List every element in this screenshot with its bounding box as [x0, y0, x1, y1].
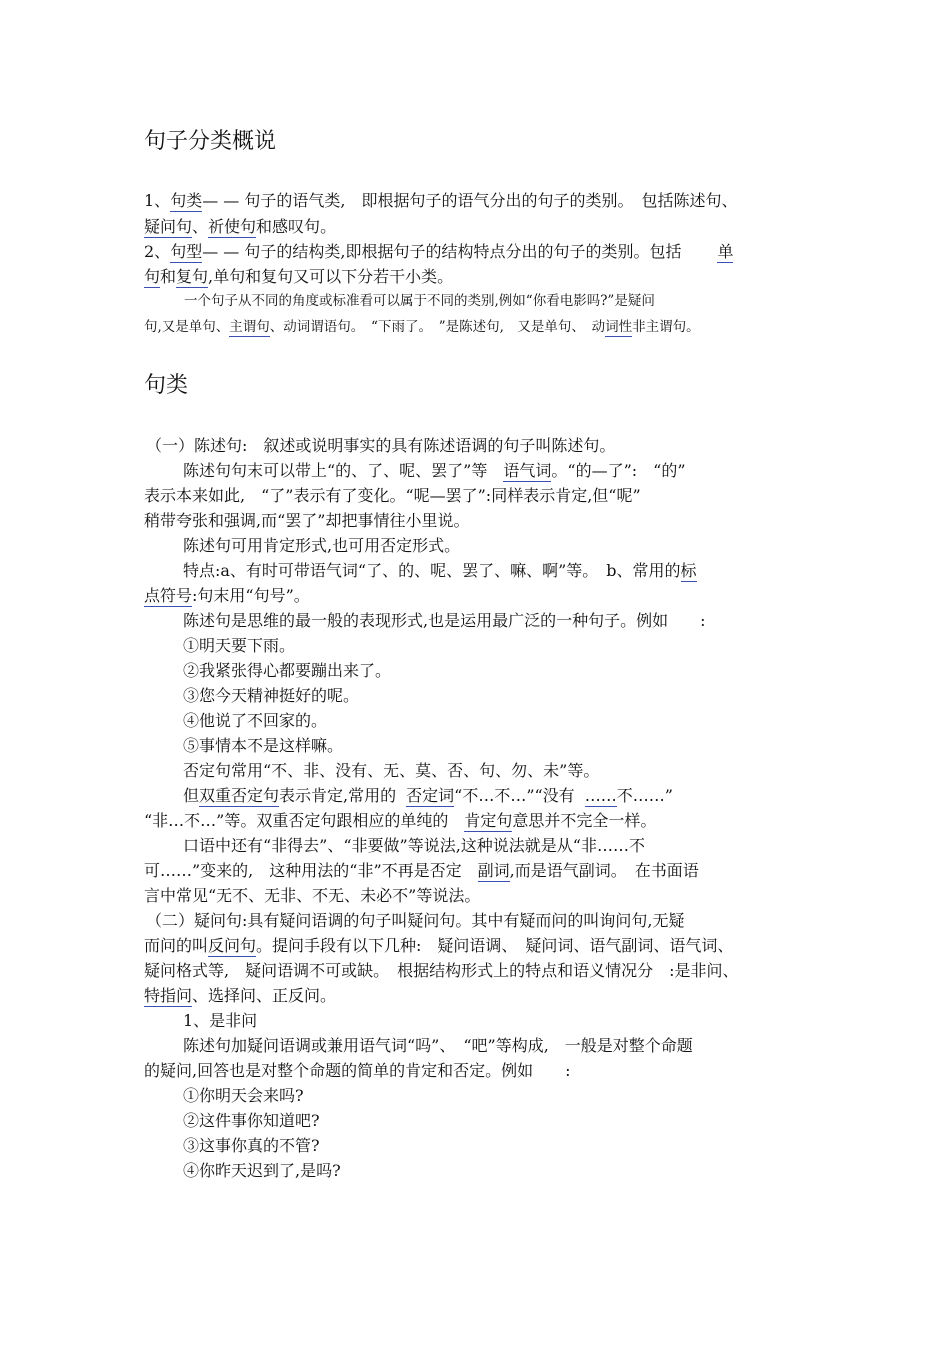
- term-kendingju: 肯定句: [464, 811, 513, 830]
- body-line: 特点:a、有时可带语气词“了、的、呢、罢了、嘛、啊”等。 b、常用的标: [183, 561, 697, 580]
- body-line: 特指问、选择问、正反问。: [144, 986, 337, 1005]
- term-fanwenju: 反问句: [208, 936, 257, 955]
- intro-line-5: 一个句子从不同的角度或标准看可以属于不同的类别,例如“你看电影吗?”是疑问: [184, 293, 655, 309]
- body-line: 否定句常用“不、非、没有、无、莫、否、句、勿、未”等。: [183, 761, 600, 780]
- term-ju: 句: [144, 267, 161, 286]
- body-line: （二）疑问句:具有疑问语调的句子叫疑问句。其中有疑而问的叫询问句,无疑: [146, 911, 685, 930]
- intro-line-6: 句,又是单句、主谓句、动词谓语句。 “下雨了。 ”是陈述句, 又是单句、 动词性非主谓句。: [144, 319, 700, 335]
- term-juleì: 句类: [170, 191, 203, 210]
- body-line: 陈述句句末可以带上“的、了、呢、罢了”等 语气词。“的—了”: “的”: [183, 461, 686, 480]
- intro-line-4: 句和复句,单句和复句又可以下分若干小类。: [144, 267, 454, 286]
- subsection-heading: 1、是非问: [183, 1011, 258, 1030]
- intro-line-2: 疑问句、祈使句和感叹句。: [144, 217, 337, 236]
- term-zhuweiju: 主谓句: [229, 319, 270, 335]
- term-yiwenju: 疑问句: [144, 217, 193, 236]
- term-dianfuhao: 点符号: [144, 586, 193, 605]
- term-juxing: 句型: [170, 242, 203, 261]
- body-line: 陈述句加疑问语调或兼用语气词“吗”、 “吧”等构成, 一般是对整个命题: [183, 1036, 693, 1055]
- body-line: 陈述句是思维的最一般的表现形式,也是运用最广泛的一种句子。例如 :: [183, 611, 706, 630]
- term-ellipsis: ……: [584, 786, 617, 805]
- example-item: ①你明天会来吗?: [183, 1086, 304, 1105]
- term-fuci: 副词: [477, 861, 510, 880]
- body-line: 点符号:句末用“句号”。: [144, 586, 310, 605]
- body-line: 的疑问,回答也是对整个命题的简单的肯定和否定。例如 :: [144, 1061, 571, 1080]
- example-item: ①明天要下雨。: [183, 636, 296, 655]
- term-yuqici: 语气词: [503, 461, 552, 480]
- intro-line-1: 1、句类— — 句子的语气类, 即根据句子的语气分出的句子的类别。 包括陈述句、: [144, 191, 738, 210]
- term-dan: 单: [717, 242, 734, 261]
- intro-line-3: 2、句型— — 句子的结构类,即根据句子的结构特点分出的句子的类别。包括 单: [144, 242, 734, 261]
- example-item: ④他说了不回家的。: [183, 711, 328, 730]
- body-line: 表示本来如此, “了”表示有了变化。“呢—罢了”:同样表示肯定,但“呢”: [144, 486, 641, 505]
- term-cixing: 词性: [605, 319, 633, 335]
- body-line: 言中常见“无不、无非、不无、未必不”等说法。: [144, 886, 481, 905]
- term-biao: 标: [680, 561, 697, 580]
- body-line: 而问的叫反问句。提问手段有以下几种: 疑问语调、 疑问词、语气副词、语气词、: [144, 936, 734, 955]
- example-item: ⑤事情本不是这样嘛。: [183, 736, 344, 755]
- example-item: ③这事你真的不管?: [183, 1136, 320, 1155]
- body-line: 可……”变来的, 这种用法的“非”不再是否定 副词,而是语气副词。 在书面语: [144, 861, 699, 880]
- body-line: （一）陈述句: 叙述或说明事实的具有陈述语调的句子叫陈述句。: [146, 436, 616, 455]
- body-line: “非…不…”等。双重否定句跟相应的单纯的 肯定句意思并不完全一样。: [144, 811, 657, 830]
- body-line: 口语中还有“非得去”、“非要做”等说法,这种说法就是从“非……不: [183, 836, 645, 855]
- example-item: ②这件事你知道吧?: [183, 1111, 320, 1130]
- body-line: 但双重否定句表示肯定,常用的 否定词“不…不…”“没有 ……不……”: [183, 786, 673, 805]
- example-item: ③您今天精神挺好的呢。: [183, 686, 360, 705]
- example-item: ④你昨天迟到了,是吗?: [183, 1161, 341, 1180]
- body-line: 稍带夸张和强调,而“罢了”却把事情往小里说。: [144, 511, 470, 530]
- page-title: 句子分类概说: [144, 129, 277, 154]
- term-qishiju: 祈使句: [208, 217, 257, 236]
- term-foudingci: 否定词: [406, 786, 455, 805]
- body-line: 疑问格式等, 疑问语调不可或缺。 根据结构形式上的特点和语义情况分 :是非问、: [144, 961, 739, 980]
- body-line: 陈述句可用肯定形式,也可用否定形式。: [183, 536, 461, 555]
- example-item: ②我紧张得心都要蹦出来了。: [183, 661, 392, 680]
- term-shuangchongfoudingju: 双重否定句: [199, 786, 280, 805]
- section-heading: 句类: [144, 373, 189, 398]
- term-fuju: 复句: [176, 267, 209, 286]
- term-tezhiwen: 特指问: [144, 986, 193, 1005]
